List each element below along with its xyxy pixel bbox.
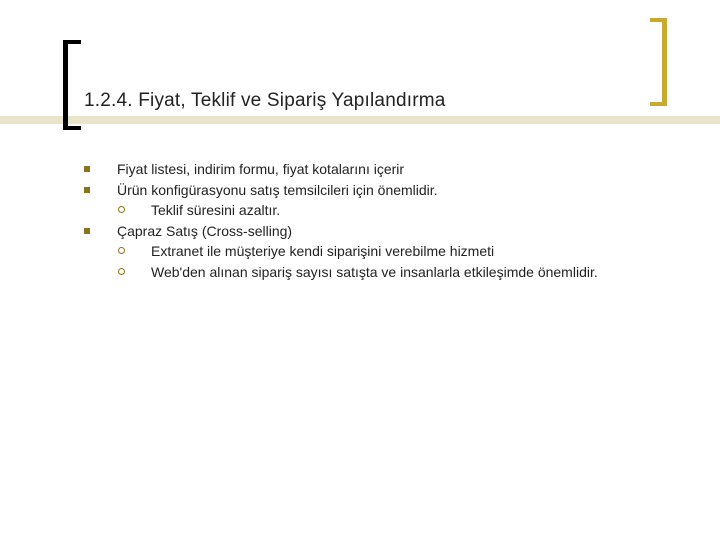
sub-list-item — [0, 241, 720, 262]
right-bracket-decoration — [650, 18, 667, 106]
title-band — [0, 116, 720, 124]
list-item — [0, 221, 720, 242]
circle-bullet-icon — [118, 247, 125, 254]
sub-list-item-text: Teklif süresini azaltır. — [151, 202, 281, 219]
circle-bullet-icon — [118, 206, 125, 213]
list-item — [0, 180, 720, 201]
sub-list-item — [0, 200, 720, 221]
slide-title: 1.2.4. Fiyat, Teklif ve Sipariş Yapılandırma — [84, 90, 446, 111]
sub-list-item — [0, 262, 720, 283]
sub-list-item-text: Web'den alınan sipariş sayısı satışta ve insanlarla etkileşimde önemlidir. — [151, 263, 598, 280]
list-item-text: Fiyat listesi, indirim formu, fiyat kotalarını içerir — [117, 161, 405, 177]
square-bullet-icon — [84, 228, 90, 234]
list-item-text: Ürün konfigürasyonu satış temsilcileri için önemlidir. — [117, 181, 438, 198]
list-item — [0, 159, 720, 180]
square-bullet-icon — [84, 166, 90, 172]
bullet-list — [0, 159, 720, 283]
sub-list-item-text: Extranet ile müşteriye kendi siparişini verebilme hizmeti — [151, 243, 495, 260]
left-bracket-decoration — [63, 40, 81, 130]
circle-bullet-icon — [118, 268, 125, 275]
list-item-text: Çapraz Satış (Cross-selling) — [117, 222, 293, 239]
square-bullet-icon — [84, 187, 90, 193]
